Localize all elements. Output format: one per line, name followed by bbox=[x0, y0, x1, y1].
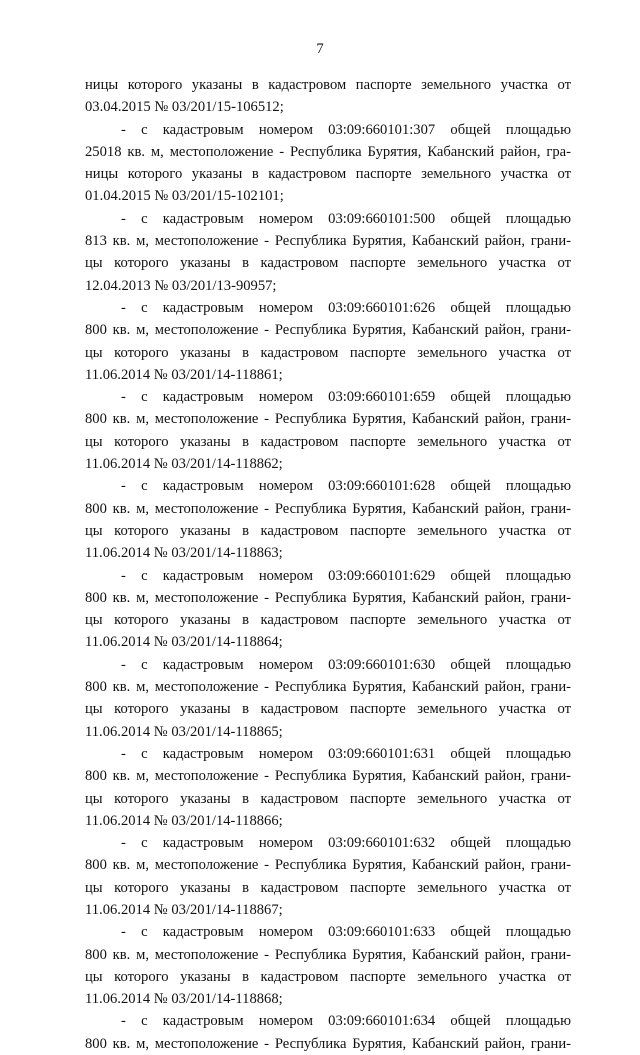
page-number: 7 bbox=[316, 41, 324, 57]
text-line: 11.06.2014 № 03/201/14-118861; bbox=[85, 366, 283, 383]
text-line: ницы которого указаны в кадастровом паспорте земельного участка от bbox=[85, 166, 571, 183]
text-line: 25018 кв. м, местоположение - Республика Бурятия, Кабанский район, гра- bbox=[85, 143, 571, 160]
text-line: - с кадастровым номером 03:09:660101:633 общей площадью bbox=[121, 924, 571, 941]
text-line: 11.06.2014 № 03/201/14-118864; bbox=[85, 634, 283, 651]
text-line: 800 кв. м, местоположение - Республика Бурятия, Кабанский район, грани- bbox=[85, 679, 571, 696]
land-plot-list-item bbox=[85, 921, 571, 1010]
land-plot-list-item bbox=[85, 654, 571, 743]
text-line: 800 кв. м, местоположение - Республика Бурятия, Кабанский район, грани- bbox=[85, 589, 571, 606]
text-line: цы которого указаны в кадастровом паспорте земельного участка от bbox=[85, 968, 571, 985]
text-line: - с кадастровым номером 03:09:660101:631 общей площадью bbox=[121, 745, 571, 762]
text-line: цы которого указаны в кадастровом паспорте земельного участка от bbox=[85, 433, 571, 450]
land-plot-list-item bbox=[85, 386, 571, 475]
text-line: 11.06.2014 № 03/201/14-118868; bbox=[85, 991, 283, 1008]
text-line: - с кадастровым номером 03:09:660101:659 общей площадью bbox=[121, 389, 571, 406]
text-line: ницы которого указаны в кадастровом паспорте земельного участка от bbox=[85, 77, 571, 93]
land-plot-list-item bbox=[85, 119, 571, 208]
land-plot-list-item bbox=[85, 297, 571, 386]
text-line: 800 кв. м, местоположение - Республика Бурятия, Кабанский район, грани- bbox=[85, 857, 571, 874]
land-plot-list-item bbox=[85, 743, 571, 832]
text-line: 11.06.2014 № 03/201/14-118863; bbox=[85, 545, 283, 562]
text-line: 800 кв. м, местоположение - Республика Бурятия, Кабанский район, грани- bbox=[85, 322, 571, 339]
land-plot-list-item bbox=[85, 475, 571, 564]
text-line: цы которого указаны в кадастровом паспорте земельного участка от bbox=[85, 255, 571, 272]
text-line: - с кадастровым номером 03:09:660101:626 общей площадью bbox=[121, 299, 571, 316]
text-line: 11.06.2014 № 03/201/14-118867; bbox=[85, 901, 283, 918]
land-plot-list-item bbox=[85, 565, 571, 654]
text-line: 813 кв. м, местоположение - Республика Бурятия, Кабанский район, грани- bbox=[85, 233, 571, 250]
text-line: цы которого указаны в кадастровом паспорте земельного участка от bbox=[85, 522, 571, 539]
text-line: - с кадастровым номером 03:09:660101:628 общей площадью bbox=[121, 478, 571, 495]
text-line: 01.04.2015 № 03/201/15-102101; bbox=[85, 188, 284, 205]
document-body bbox=[85, 74, 571, 1055]
text-line: цы которого указаны в кадастровом паспорте земельного участка от bbox=[85, 790, 571, 807]
land-plot-list-item bbox=[85, 832, 571, 921]
text-line: 11.06.2014 № 03/201/14-118866; bbox=[85, 812, 283, 829]
land-plot-list-item bbox=[85, 1010, 571, 1055]
text-line: 800 кв. м, местоположение - Республика Бурятия, Кабанский район, грани- bbox=[85, 500, 571, 517]
text-line: 800 кв. м, местоположение - Республика Бурятия, Кабанский район, грани- bbox=[85, 1035, 571, 1052]
text-line: - с кадастровым номером 03:09:660101:307 общей площадью bbox=[121, 121, 571, 138]
text-line: - с кадастровым номером 03:09:660101:632 общей площадью bbox=[121, 835, 571, 852]
text-line: 12.04.2013 № 03/201/13-90957; bbox=[85, 277, 277, 294]
text-line: - с кадастровым номером 03:09:660101:629 общей площадью bbox=[121, 567, 571, 584]
text-line: 800 кв. м, местоположение - Республика Бурятия, Кабанский район, грани- bbox=[85, 411, 571, 428]
continued-paragraph bbox=[85, 74, 571, 119]
text-line: цы которого указаны в кадастровом паспорте земельного участка от bbox=[85, 344, 571, 361]
text-line: - с кадастровым номером 03:09:660101:500 общей площадью bbox=[121, 210, 571, 227]
text-line: цы которого указаны в кадастровом паспорте земельного участка от bbox=[85, 879, 571, 896]
text-line: 800 кв. м, местоположение - Республика Бурятия, Кабанский район, грани- bbox=[85, 768, 571, 785]
text-line: цы которого указаны в кадастровом паспорте земельного участка от bbox=[85, 701, 571, 718]
land-plot-list-item bbox=[85, 208, 571, 297]
text-line: 800 кв. м, местоположение - Республика Бурятия, Кабанский район, грани- bbox=[85, 946, 571, 963]
text-line: цы которого указаны в кадастровом паспорте земельного участка от bbox=[85, 612, 571, 629]
text-line: - с кадастровым номером 03:09:660101:634 общей площадью bbox=[121, 1013, 571, 1030]
text-line: - с кадастровым номером 03:09:660101:630 общей площадью bbox=[121, 656, 571, 673]
text-line: 11.06.2014 № 03/201/14-118865; bbox=[85, 723, 283, 740]
text-line: 03.04.2015 № 03/201/15-106512; bbox=[85, 99, 284, 116]
text-line: 11.06.2014 № 03/201/14-118862; bbox=[85, 456, 283, 473]
